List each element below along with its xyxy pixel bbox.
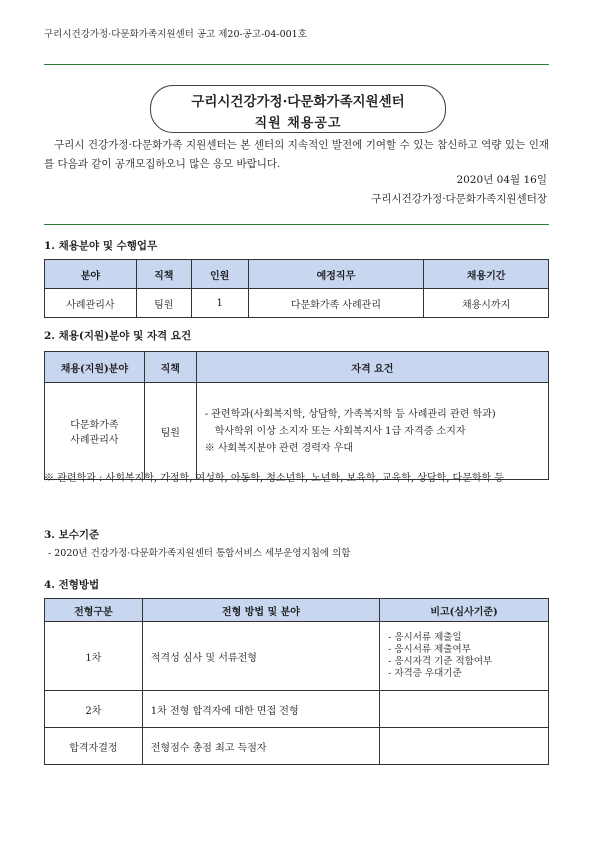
field-line2: 사례관리사	[70, 435, 119, 446]
header-position: 직책	[144, 352, 196, 383]
section4-heading: 4. 전형방법	[44, 579, 100, 591]
header-field: 채용(지원)분야	[45, 352, 145, 383]
recruitment-table	[44, 259, 549, 318]
cell-period: 채용시까지	[424, 289, 549, 318]
intro-paragraph: 구리시 건강가정·다문화가족 지원센터는 본 센터의 지속적인 발전에 기여할 수 있는 참신하고 역량 있는 인재를 다음과 같이 공개모집하오니 많은 응모 바랍니다.	[44, 139, 549, 170]
header-field: 분야	[45, 260, 137, 289]
related-majors-note: ※ 관련학과 : 사회복지학, 가정학, 여성학, 아동학, 청소년학, 노년학, 보육학, 교육학, 상담학, 다문화학 등	[44, 473, 505, 484]
table-row	[45, 289, 549, 318]
header-requirements: 자격 요건	[196, 352, 548, 383]
cell-criteria	[380, 691, 549, 728]
cell-stage: 합격자결정	[45, 728, 143, 765]
announcement-date: 2020년 04월 16일	[456, 174, 547, 186]
requirement-line1: - 관련학과(사회복지학, 상담학, 가족복지학 등 사례관리 관련 학과)	[204, 408, 496, 420]
cell-stage: 2차	[45, 691, 143, 728]
field-line1: 다문화가족	[70, 420, 119, 431]
cell-criteria	[380, 728, 549, 765]
header-stage: 전형구분	[45, 599, 143, 622]
title-line2: 직원 채용공고	[254, 116, 342, 131]
criteria-item: - 자격증 우대기준	[388, 668, 462, 679]
cell-method: 1차 전형 합격자에 대한 면접 전형	[142, 691, 379, 728]
section3-heading: 3. 보수기준	[44, 529, 100, 541]
requirement-line3: ※ 사회복지분야 관련 경력자 우대	[204, 442, 354, 454]
cell-position: 팀원	[144, 383, 196, 480]
cell-requirements	[196, 383, 548, 480]
criteria-item: - 응시서류 제출일	[388, 632, 462, 643]
cell-field: 사례관리사	[45, 289, 137, 318]
table-row	[45, 728, 549, 765]
table-row	[45, 622, 549, 691]
header-period: 채용기간	[424, 260, 549, 289]
requirement-line2: 학사학위 이상 소지자 또는 사회복지사 1급 자격증 소지자	[214, 425, 466, 437]
divider-top	[44, 64, 549, 65]
pay-standard-text: - 2020년 건강가정·다문화가족지원센터 통합서비스 세부운영지침에 의함	[48, 548, 351, 559]
selection-table	[44, 598, 549, 765]
cell-stage: 1차	[45, 622, 143, 691]
header-criteria: 비고(심사기준)	[380, 599, 549, 622]
cell-criteria	[380, 622, 549, 691]
table-header-row	[45, 599, 549, 622]
title-box	[150, 85, 446, 133]
cell-headcount: 1	[191, 289, 248, 318]
cell-duty: 다문화가족 사례관리	[248, 289, 424, 318]
divider-middle	[44, 224, 549, 225]
table-row	[45, 383, 549, 480]
cell-method: 적격성 심사 및 서류전형	[142, 622, 379, 691]
section1-heading: 1. 채용분야 및 수행업무	[44, 240, 158, 252]
table-header-row	[45, 352, 549, 383]
header-duty: 예정직무	[248, 260, 424, 289]
section2-heading: 2. 채용(지원)분야 및 자격 요건	[44, 330, 192, 342]
table-header-row	[45, 260, 549, 289]
document-number: 구리시건강가정·다문화가족지원센터 공고 제20-공고-04-001호	[44, 29, 307, 40]
criteria-item: - 응시자격 기준 적합여부	[388, 656, 493, 667]
header-headcount: 인원	[191, 260, 248, 289]
header-position: 직책	[136, 260, 191, 289]
qualification-table	[44, 351, 549, 480]
signer: 구리시건강가정·다문화가족지원센터장	[371, 193, 547, 205]
table-row	[45, 691, 549, 728]
cell-field	[45, 383, 145, 480]
title-line1: 구리시건강가정·다문화가족지원센터	[191, 94, 405, 110]
criteria-item: - 응시서류 제출여부	[388, 644, 471, 655]
header-method: 전형 방법 및 분야	[142, 599, 379, 622]
cell-position: 팀원	[136, 289, 191, 318]
cell-method: 전형점수 총점 최고 득점자	[142, 728, 379, 765]
